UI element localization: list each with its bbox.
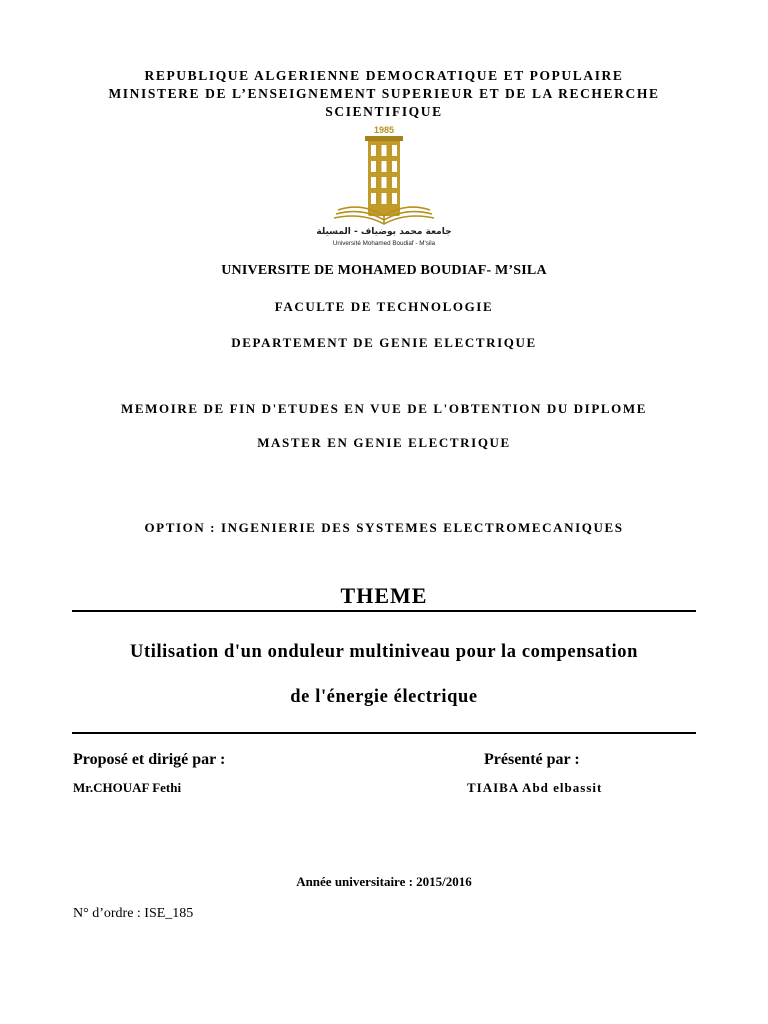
theme-heading: THEME xyxy=(340,583,428,608)
master-heading: MASTER EN GENIE ELECTRIQUE xyxy=(257,435,511,450)
republic-heading: REPUBLIQUE ALGERIENNE DEMOCRATIQUE ET POPULAIRE xyxy=(144,68,624,83)
author-label: Présenté par : xyxy=(484,751,580,768)
supervisor-name: Mr.CHOUAF Fethi xyxy=(73,780,182,795)
academic-year: Année universitaire : 2015/2016 xyxy=(296,874,472,889)
author-name: TIAIBA Abd elbassit xyxy=(467,780,603,795)
logo-arabic-name: جامعة محمد بوضياف - المسيلة xyxy=(316,227,452,237)
tower-icon xyxy=(365,136,403,216)
thesis-title-line-2: de l'énergie électrique xyxy=(290,687,478,707)
supervisor-label: Proposé et dirigé par : xyxy=(73,751,226,768)
memoire-heading: MEMOIRE DE FIN D'ETUDES EN VUE DE L'OBTENTION DU DIPLOME xyxy=(120,401,647,416)
theme-top-rule xyxy=(72,610,696,612)
faculty-name: FACULTE DE TECHNOLOGIE xyxy=(274,299,494,314)
logo-year: 1985 xyxy=(373,125,395,135)
ministry-heading: MINISTERE DE L’ENSEIGNEMENT SUPERIEUR ET DE LA RECHERCHE xyxy=(108,86,660,101)
logo-latin-name: Université Mohamed Boudiaf - M'sila xyxy=(332,240,436,247)
thesis-title-line-1: Utilisation d'un onduleur multiniveau pour la compensation xyxy=(129,642,639,662)
option-heading: OPTION : INGENIERIE DES SYSTEMES ELECTROMECANIQUES xyxy=(144,520,624,535)
theme-bottom-rule xyxy=(72,732,696,734)
university-name: UNIVERSITE DE MOHAMED BOUDIAF- M’SILA xyxy=(221,263,547,278)
ministry-heading-continued: SCIENTIFIQUE xyxy=(325,104,443,119)
university-logo xyxy=(312,124,456,248)
department-name: DEPARTEMENT DE GENIE ELECTRIQUE xyxy=(231,335,537,350)
order-number: N° d’ordre : ISE_185 xyxy=(73,906,194,921)
